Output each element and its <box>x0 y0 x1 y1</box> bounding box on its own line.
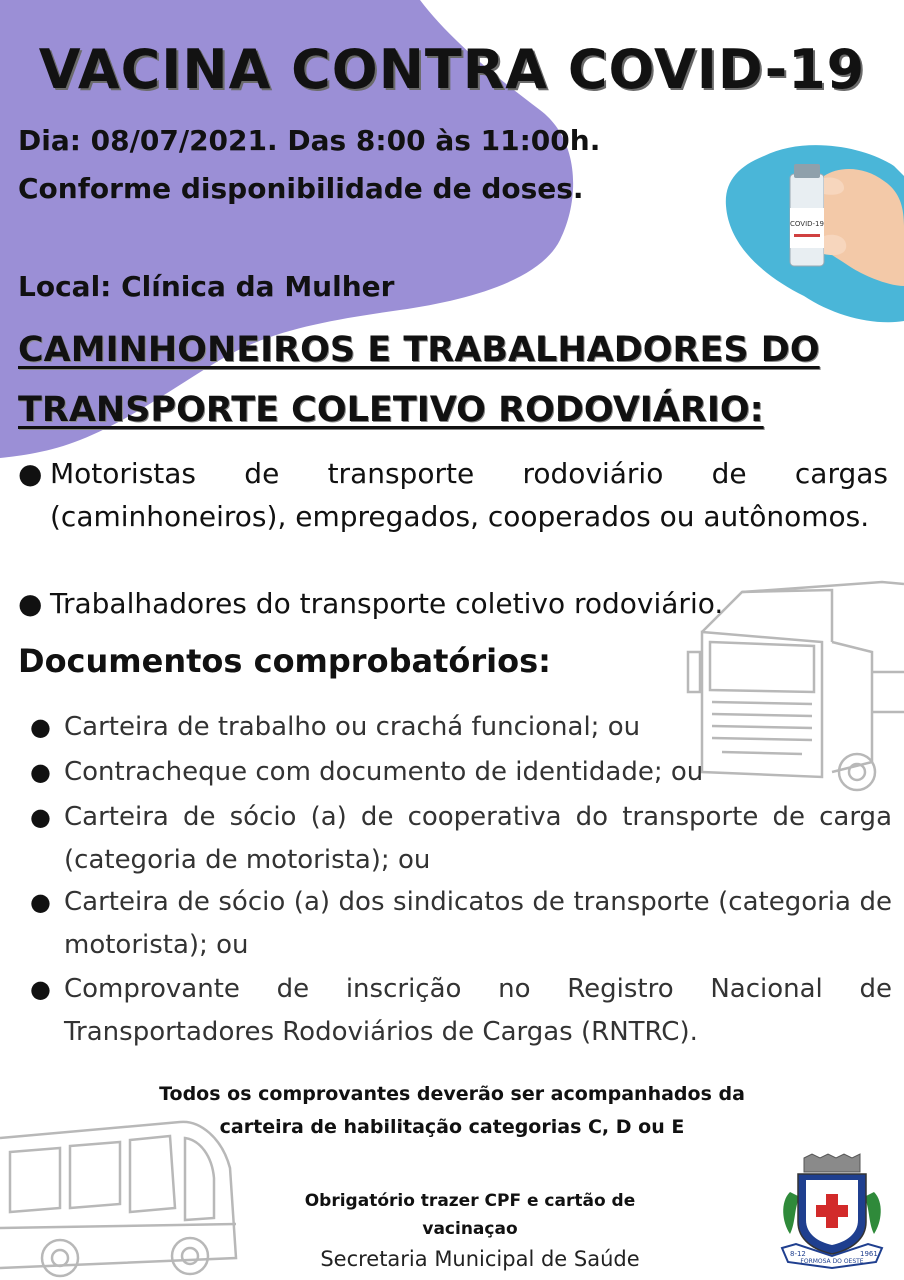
group-list-item <box>18 582 888 625</box>
document-item-text: Carteira de sócio (a) dos sindicatos de transporte (categoria de motorista); ou <box>64 887 892 960</box>
bullet-icon: ● <box>18 587 43 620</box>
document-list-item <box>30 706 892 749</box>
crest-ribbon-right: 1961 <box>860 1250 878 1258</box>
license-note-line2: carteira de habilitação categorias C, D ou E <box>219 1116 685 1138</box>
cpf-requirement-line2: vacinaçao <box>422 1219 518 1239</box>
document-item-text: Carteira de trabalho ou crachá funcional; ou <box>64 712 641 742</box>
secretaria-label: Secretaria Municipal de Saúde <box>320 1247 640 1271</box>
location-line: Local: Clínica da Mulher <box>18 270 395 303</box>
document-list-item <box>30 968 892 1054</box>
document-list-item <box>30 796 892 882</box>
bullet-icon: ● <box>30 713 51 741</box>
vaccine-vial-illustration <box>724 136 904 326</box>
bullet-icon: ● <box>30 975 51 1003</box>
bullet-icon: ● <box>30 803 51 831</box>
vial-label: COVID-19 <box>790 220 824 228</box>
documents-heading: Documentos comprobatórios: <box>18 642 551 680</box>
cpf-requirement-line1: Obrigatório trazer CPF e cartão de <box>304 1191 636 1211</box>
group-heading-line2: TRANSPORTE COLETIVO RODOVIÁRIO: <box>18 390 764 430</box>
cpf-requirement <box>280 1187 660 1243</box>
municipal-crest-icon <box>776 1152 888 1270</box>
document-item-text: Comprovante de inscrição no Registro Nacional de Transportadores Rodoviários de Cargas (RNTRC). <box>64 974 892 1047</box>
crest-ribbon-center: FORMOSA DO OESTE <box>800 1258 864 1265</box>
group-item-text: Motoristas de transporte rodoviário de cargas (caminhoneiros), empregados, cooperados ou autônomos. <box>50 457 888 533</box>
bullet-icon: ● <box>18 457 43 490</box>
crest-ribbon-left: 8-12 <box>790 1250 806 1258</box>
document-item-text: Contracheque com documento de identidade; ou <box>64 757 704 787</box>
availability-line: Conforme disponibilidade de doses. <box>18 172 584 205</box>
date-time-line: Dia: 08/07/2021. Das 8:00 às 11:00h. <box>18 124 601 157</box>
document-list-item <box>30 881 892 967</box>
bullet-icon: ● <box>30 758 51 786</box>
document-item-text: Carteira de sócio (a) de cooperativa do transporte de carga (categoria de motorista); ou <box>64 802 892 875</box>
bullet-icon: ● <box>30 888 51 916</box>
license-note <box>0 1078 904 1144</box>
group-item-text: Trabalhadores do transporte coletivo rodoviário. <box>50 587 724 620</box>
page-title: VACINA CONTRA COVID-19 <box>38 38 866 101</box>
document-list-item <box>30 751 892 794</box>
group-list-item <box>18 452 888 538</box>
license-note-line1: Todos os comprovantes deverão ser acompanhados da <box>159 1083 745 1105</box>
group-heading-line1: CAMINHONEIROS E TRABALHADORES DO <box>18 330 820 370</box>
